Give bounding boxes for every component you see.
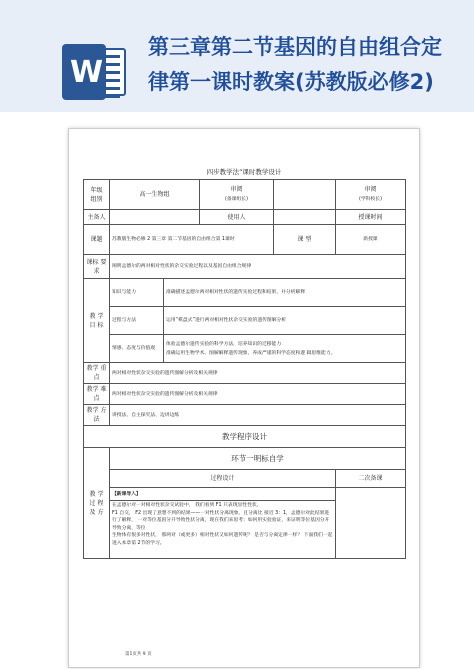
teach-time-label: 授课时间	[336, 210, 406, 225]
table-row	[84, 210, 406, 225]
difficulty-label: 教学 难 点	[84, 384, 110, 405]
table-row	[84, 488, 406, 501]
lesson-plan-table	[83, 179, 406, 559]
document-preview	[68, 128, 420, 668]
method-value: 讲授法、自主探究法、边讲边练	[110, 405, 406, 426]
difficulty-value: 两对相对性状杂交实验的遗传图解分析及相关规律	[110, 384, 406, 405]
grade-group-label: 年级 组别	[84, 180, 110, 210]
word-badge	[62, 44, 106, 100]
review-leader-sign	[274, 180, 336, 210]
table-row	[84, 180, 406, 210]
word-icon	[62, 44, 126, 100]
standard-value: 阐明孟德尔的两对相对性状的杂交实验过程以及基因自由组合规律	[110, 255, 406, 279]
table-row	[84, 448, 406, 470]
topic-label: 课题	[84, 225, 110, 255]
app-letter: W	[70, 55, 104, 90]
preparer-value	[110, 210, 200, 225]
review-principal-cell: 审阅 (学科校长)	[336, 180, 406, 210]
table-row	[84, 255, 406, 279]
table-row	[84, 426, 406, 448]
goal-name: 情感、态度与价值观	[110, 335, 164, 363]
topic-value: 苏教版生物必修 2 第三章 第二节基因的自由组合第 1课时	[110, 225, 274, 255]
page-title: 第三章第二节基因的自由组合定律第一课时教案(苏教版必修2)	[148, 35, 442, 94]
goal-name: 过程与方法	[110, 307, 164, 335]
table-row	[84, 405, 406, 426]
preparer-label: 主备人	[84, 210, 110, 225]
step-title: 环节一明标自学	[110, 448, 406, 470]
standard-label: 课标 要求	[84, 255, 110, 279]
second-prep-header: 二次备课	[336, 470, 406, 488]
table-row	[84, 470, 406, 488]
review-leader-cell: 审阅 (备课组长)	[200, 180, 274, 210]
title-banner	[0, 0, 474, 112]
user-label: 使用人	[200, 210, 274, 225]
table-row	[84, 225, 406, 255]
goal-name: 知识与能力	[110, 279, 164, 307]
method-label: 教学 方 法	[84, 405, 110, 426]
goal-value: 准确描述孟德尔两对相对性状的遗传实验过程和结果，并分析解释	[164, 279, 406, 307]
page-footer: 第1页共 9 页	[125, 652, 152, 657]
lesson-type-label: 课 型	[274, 225, 336, 255]
table-row	[84, 384, 406, 405]
key-point-label: 教学 重 点	[84, 363, 110, 384]
user-value	[274, 210, 336, 225]
goal-value: 体验孟德尔遗传实验的科学方法，培养知识的迁移能力 准确运用生物学术、图解解释遗传现象，养成严谨的科学态度和逻 辑思维能力。	[164, 335, 406, 363]
procedure-section-title: 教学程序设计	[84, 426, 406, 448]
table-row	[84, 279, 406, 307]
table-row	[84, 363, 406, 384]
grade-value: 高一生物组	[110, 180, 200, 210]
goals-label: 教 学 目 标	[84, 279, 110, 363]
key-point-value: 两对相对性状杂交实验的遗传图解分析及相关规律	[110, 363, 406, 384]
intro-text: 在孟德尔对一对相对性状杂交试验中， 我们看到 F1 只表现显性性状， F1 自交， F2 出现了意想不到的结果——一对性状分离现象，且分离比 接近 3：1，孟德尔对此结果进行了解释， 一对等位基因分开导致性状分离，现在我们来思考：如何用实验验证，来证明等位基因分开导致分离，等位 生物体有很多对性状， 那两对（或更多）相对性状又如何遗传呢？ 是否与分离定律一样？ 下面我们一起进入本章第 2节的学习。	[110, 501, 336, 559]
goal-value: 运用“棋盘式”进行两对相对性状杂交实验的遗传图解分析	[164, 307, 406, 335]
table-row	[84, 335, 406, 363]
second-prep-cell	[336, 488, 406, 559]
process-side-label: 教 学 过 程 及 方	[84, 448, 110, 559]
process-design-header: 过程设计	[110, 470, 336, 488]
intro-header: 【新课导入】	[110, 488, 336, 501]
lesson-type-value: 新授课	[336, 225, 406, 255]
document-heading: 四步教学法”课时教学设计	[206, 168, 282, 176]
table-row	[84, 307, 406, 335]
